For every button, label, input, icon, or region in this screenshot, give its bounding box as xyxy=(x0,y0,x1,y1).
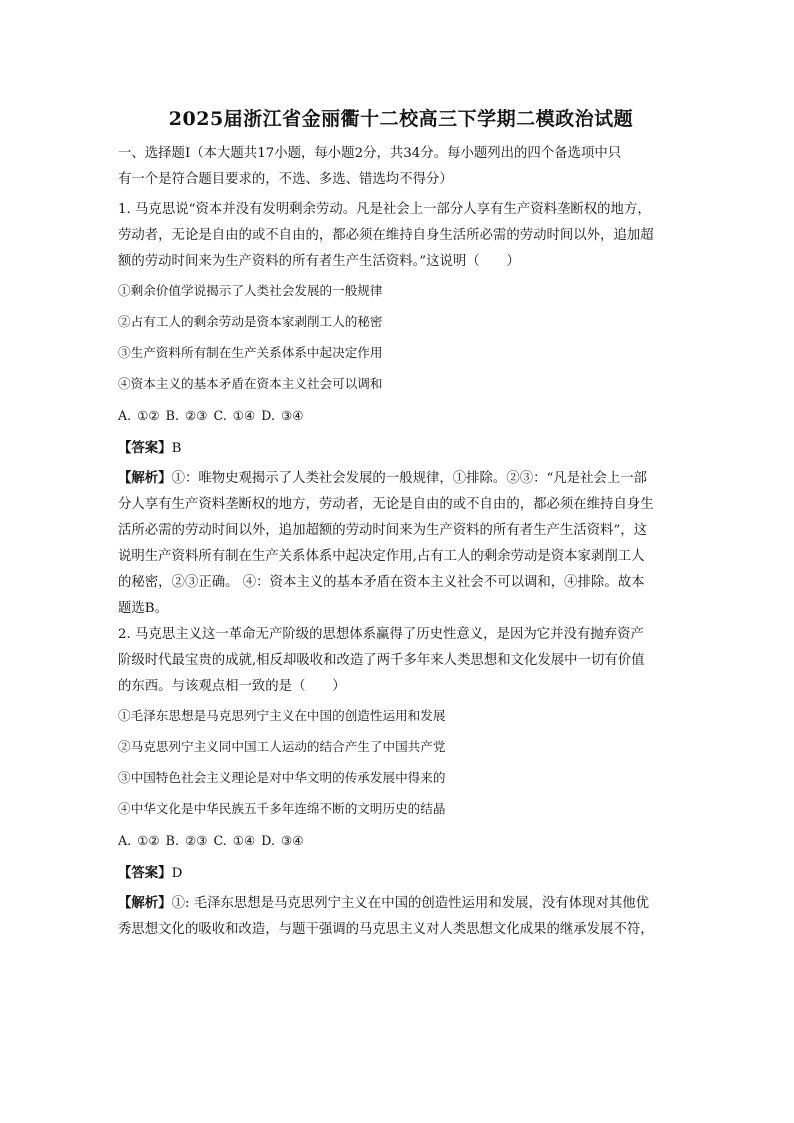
question-option: ②马克思列宁主义同中国工人运动的结合产生了中国共产党 xyxy=(118,739,446,754)
question-option: ③中国特色社会主义理论是对中华文明的传承发展中得来的 xyxy=(118,770,446,785)
analysis-text: ①: 毛泽东思想是马克思列宁主义在中国的创造性运用和发展，没有体现对其他优 xyxy=(171,896,649,911)
analysis-line: 的秘密，②③正确。 ④：资本主义的基本矛盾在资本主义社会不可以调和，④排除。故本 xyxy=(118,575,645,590)
section-header-line: 有一个是符合题目要求的，不选、多选、错选均不得分） xyxy=(118,172,453,187)
question-option: ①剩余价值学说揭示了人类社会发展的一般规律 xyxy=(118,283,383,298)
question-2 xyxy=(118,622,684,943)
question-stem-line: 2. 马克思主义这一革命无产阶级的思想体系赢得了历史性意义，是因为它并没有抛弃资产 xyxy=(118,627,644,642)
question-stem-line: 的东西。与该观点相一致的是（ ） xyxy=(118,679,346,694)
analysis-line: 分人享有生产资料垄断权的地方，劳动者，无论是自由的或不自由的，都必须在维持自身生 xyxy=(118,497,654,512)
answer-value: B xyxy=(171,441,182,456)
analysis-line: 活所必需的劳动时间以外，追加超额的劳动时间来为生产资料的所有者生产生活资料”，这 xyxy=(118,523,648,538)
analysis-line: 题选B。 xyxy=(118,601,169,616)
analysis-line: 秀思想文化的吸收和改造，与题干强调的马克思主义对人类思想文化成果的继承发展不符， xyxy=(118,922,654,937)
section-header-line: 一、选择题Ⅰ（本大题共17小题，每小题2分，共34分。每小题列出的四个备选项中只 xyxy=(118,146,622,161)
answer-choices: A. ①② B. ②③ C. ①④ D. ③④ xyxy=(118,408,304,423)
analysis-line xyxy=(118,890,684,917)
question-option: ①毛泽东思想是马克思列宁主义在中国的创造性运用和发展 xyxy=(118,708,446,723)
answer-label: 【答案】 xyxy=(118,440,172,456)
answer-line xyxy=(118,857,684,890)
question-stem-line: 额的劳动时间来为生产资料的所有者生产生活资料。”这说明（ ） xyxy=(118,254,520,269)
answer-choices: A. ①② B. ②③ C. ①④ D. ③④ xyxy=(118,833,304,848)
analysis-line xyxy=(118,465,684,492)
question-option: ③生产资料所有制在生产关系体系中起决定作用 xyxy=(118,345,383,360)
question-option: ②占有工人的剩余劳动是资本家剥削工人的秘密 xyxy=(118,314,383,329)
question-1 xyxy=(118,197,684,622)
question-stem-line: 阶级时代最宝贵的成就,相反却吸收和改造了两千多年来人类思想和文化发展中一切有价值 xyxy=(118,653,645,668)
section-header xyxy=(118,141,684,193)
answer-value: D xyxy=(171,866,183,881)
question-option: ④中华文化是中华民族五千多年连绵不断的文明历史的结晶 xyxy=(118,801,446,816)
question-option: ④资本主义的基本矛盾在资本主义社会可以调和 xyxy=(118,376,383,391)
answer-line xyxy=(118,432,684,465)
analysis-text: ①：唯物史观揭示了人类社会发展的一般规律，①排除。②③：“凡是社会上一部 xyxy=(171,471,648,486)
answer-label: 【答案】 xyxy=(118,865,172,881)
analysis-label: 【解析】 xyxy=(118,470,172,486)
document-title: 2025届浙江省金丽衢十二校高三下学期二模政治试题 xyxy=(168,108,634,130)
question-stem-line: 劳动者，无论是自由的或不自由的，都必须在维持自身生活所必需的劳动时间以外，追加超 xyxy=(118,228,654,243)
analysis-line: 说明生产资料所有制在生产关系体系中起决定作用,占有工人的剩余劳动是资本家剥削工人 xyxy=(118,549,645,564)
analysis-label: 【解析】 xyxy=(118,895,172,911)
question-stem-line: 1. 马克思说“资本并没有发明剩余劳动。凡是社会上一部分人享有生产资料垄断权的地方， xyxy=(118,202,651,217)
